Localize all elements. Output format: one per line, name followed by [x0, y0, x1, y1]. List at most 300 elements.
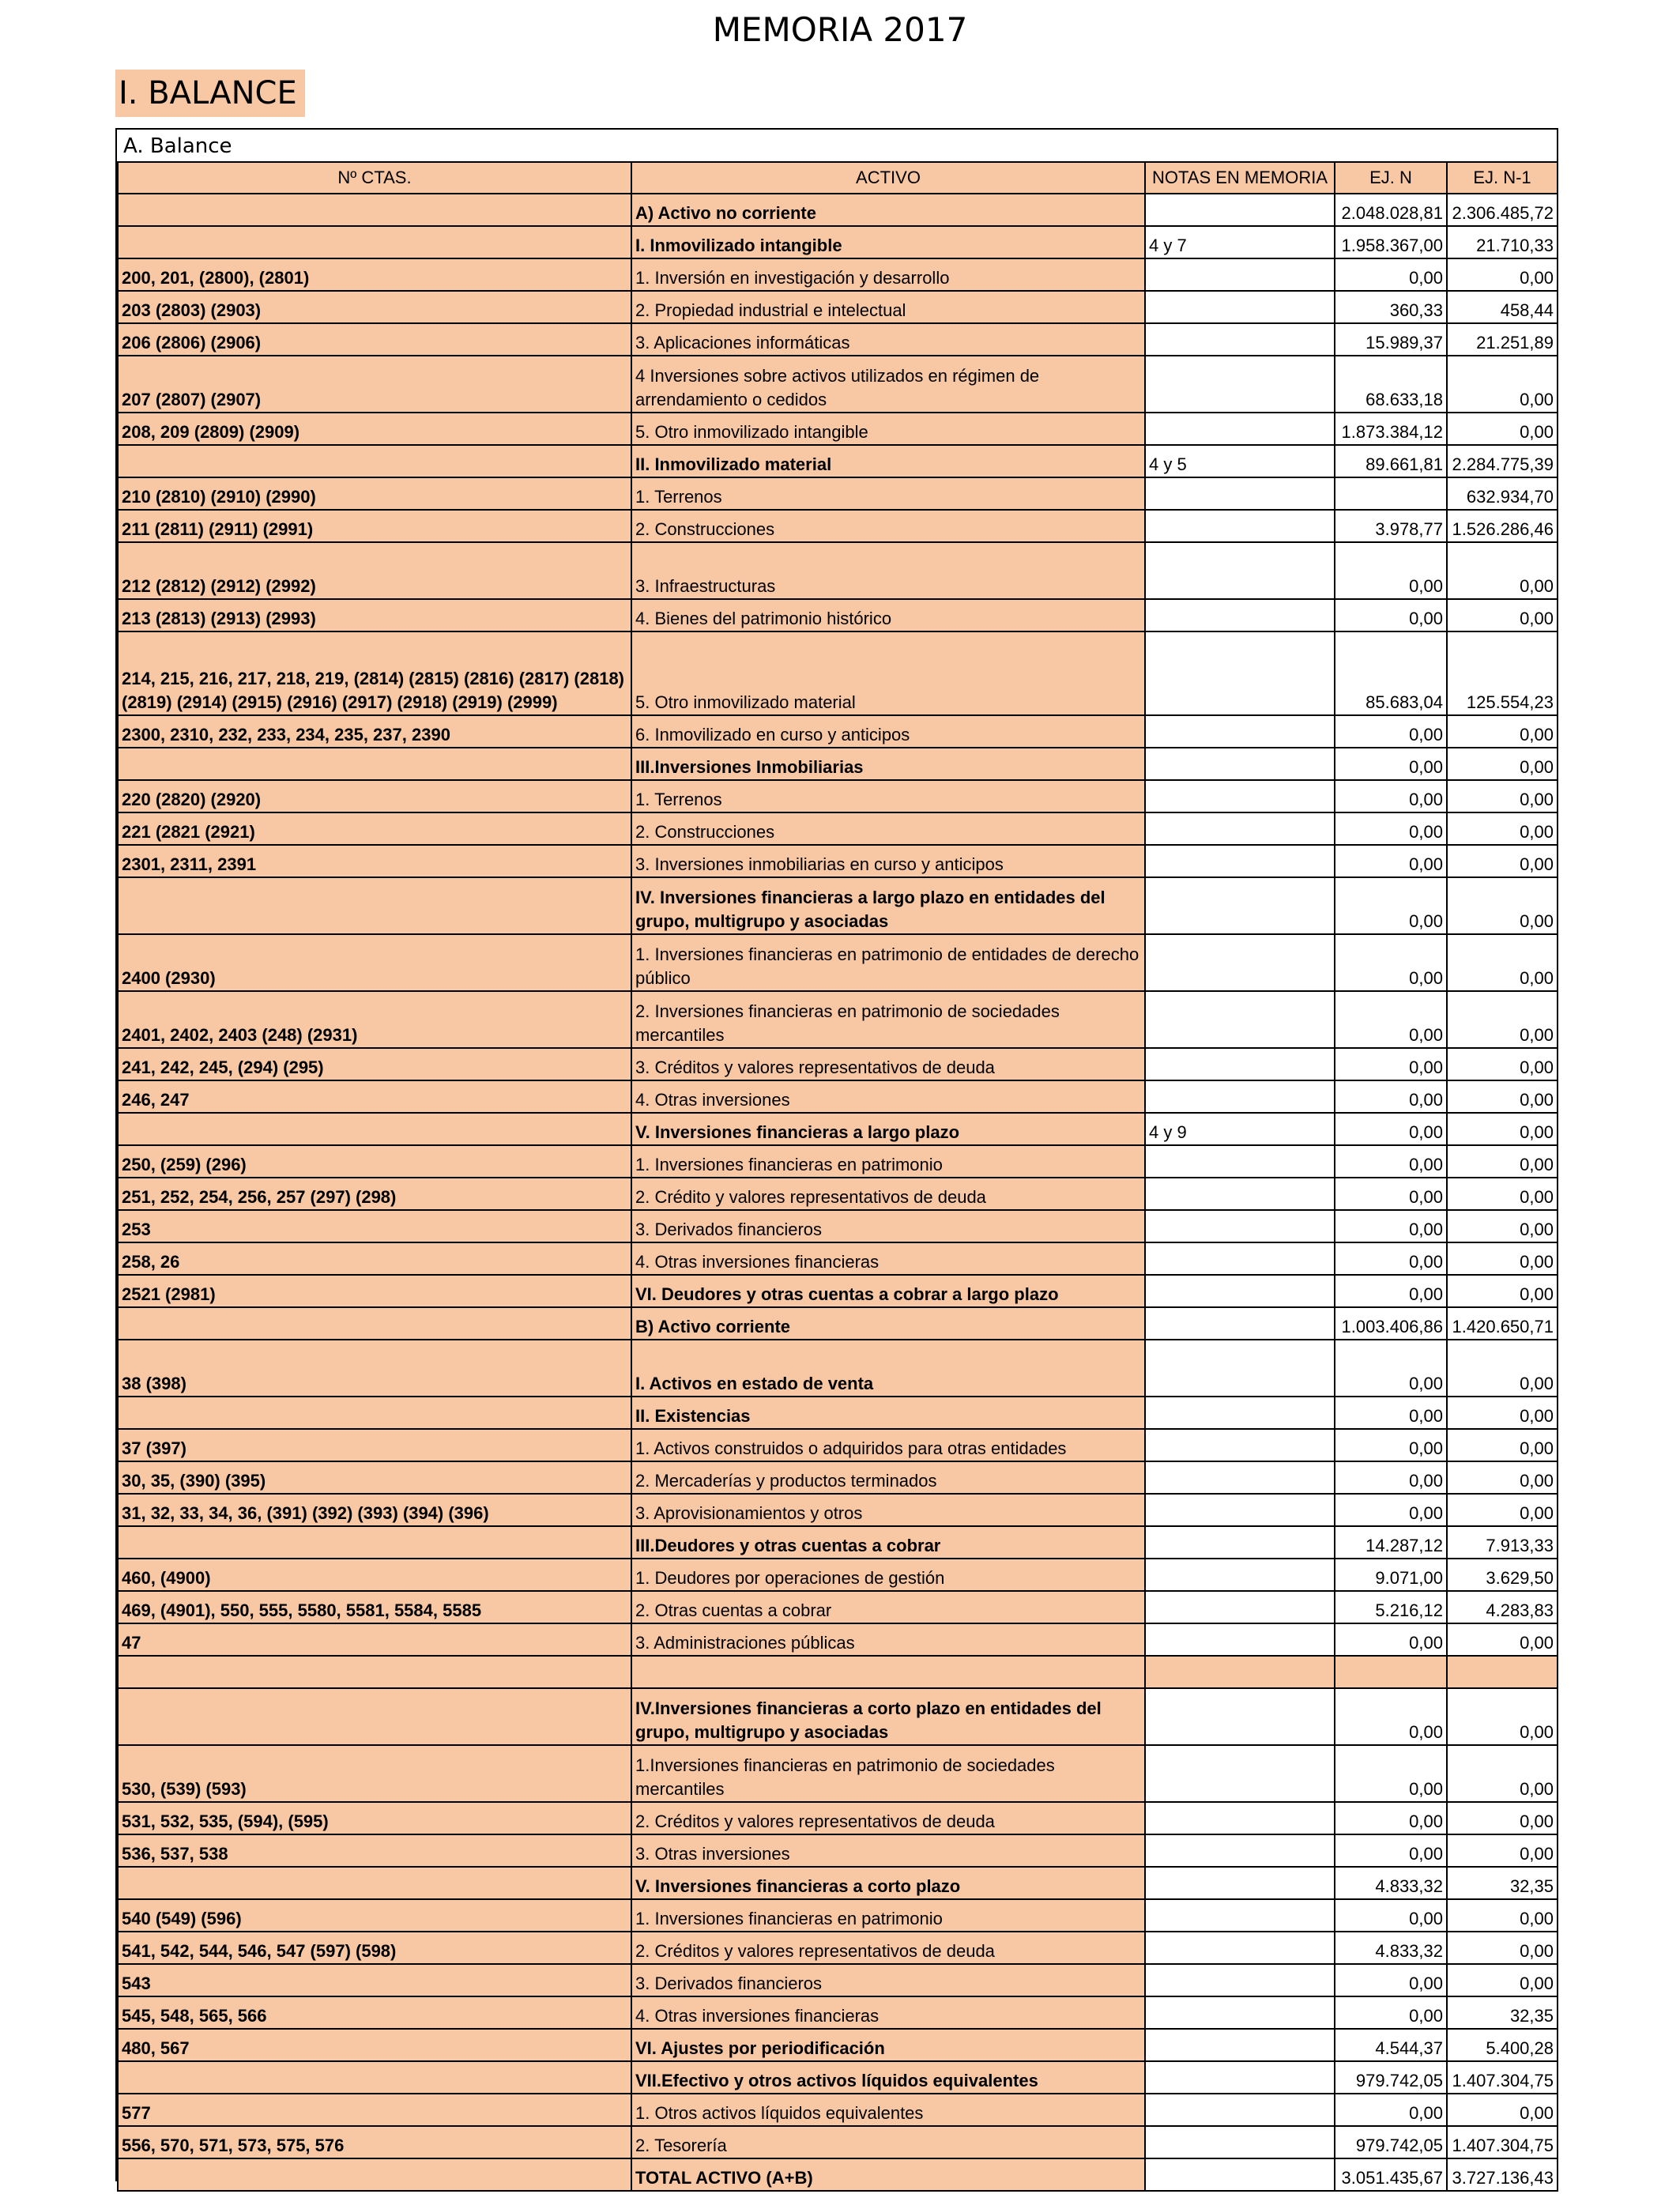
- table-row: [118, 1996, 1558, 2029]
- activo-description-cell: 4. Otras inversiones financieras: [631, 1996, 1145, 2029]
- table-row: [118, 1210, 1558, 1242]
- year-n-1-value: 3.727.136,43: [1447, 2158, 1558, 2191]
- account-codes-cell: 460, (4900): [118, 1559, 631, 1591]
- activo-description-cell: II. Existencias: [631, 1397, 1145, 1429]
- table-row: [118, 1275, 1558, 1307]
- header-year-n-1: EJ. N-1: [1447, 162, 1558, 194]
- year-n-1-value: 7.913,33: [1447, 1526, 1558, 1559]
- year-n-1-value: 0,00: [1447, 1113, 1558, 1145]
- year-n-value: 1.003.406,86: [1335, 1307, 1447, 1340]
- activo-description-cell: B) Activo corriente: [631, 1307, 1145, 1340]
- year-n-value: 0,00: [1335, 1275, 1447, 1307]
- year-n-1-value: 0,00: [1447, 780, 1558, 812]
- table-row: [118, 1834, 1558, 1867]
- section-title: I. BALANCE: [115, 70, 305, 117]
- notes-cell: [1145, 510, 1335, 542]
- table-row: [118, 1802, 1558, 1834]
- notes-cell: [1145, 1178, 1335, 1210]
- notes-cell: [1145, 1397, 1335, 1429]
- year-n-1-value: 0,00: [1447, 1494, 1558, 1526]
- table-row: [118, 991, 1558, 1048]
- account-codes-cell: 211 (2811) (2911) (2991): [118, 510, 631, 542]
- notes-cell: [1145, 991, 1335, 1048]
- activo-description-cell: VII.Efectivo y otros activos líquidos equivalentes: [631, 2061, 1145, 2094]
- year-n-value: 0,00: [1335, 1688, 1447, 1745]
- year-n-1-value: 0,00: [1447, 715, 1558, 748]
- account-codes-cell: 2400 (2930): [118, 934, 631, 991]
- notes-cell: [1145, 1048, 1335, 1080]
- account-codes-cell: [118, 226, 631, 258]
- account-codes-cell: [118, 2158, 631, 2191]
- year-n-value: 0,00: [1335, 1178, 1447, 1210]
- table-row: [118, 715, 1558, 748]
- year-n-value: 5.216,12: [1335, 1591, 1447, 1623]
- document-title: MEMORIA 2017: [712, 10, 968, 49]
- table-row: [118, 877, 1558, 934]
- year-n-1-value: 0,00: [1447, 356, 1558, 413]
- year-n-1-value: [1447, 1656, 1558, 1688]
- year-n-value: 979.742,05: [1335, 2061, 1447, 2094]
- year-n-value: 0,00: [1335, 1340, 1447, 1397]
- table-row: [118, 780, 1558, 812]
- year-n-value: 0,00: [1335, 748, 1447, 780]
- notes-cell: 4 y 7: [1145, 226, 1335, 258]
- notes-cell: [1145, 599, 1335, 631]
- activo-description-cell: 1. Inversiones financieras en patrimonio de entidades de derecho público: [631, 934, 1145, 991]
- account-codes-cell: 37 (397): [118, 1429, 631, 1461]
- account-codes-cell: 2401, 2402, 2403 (248) (2931): [118, 991, 631, 1048]
- account-codes-cell: 2300, 2310, 232, 233, 234, 235, 237, 2390: [118, 715, 631, 748]
- notes-cell: [1145, 2126, 1335, 2158]
- notes-cell: [1145, 1461, 1335, 1494]
- activo-description-cell: 5. Otro inmovilizado intangible: [631, 413, 1145, 445]
- activo-description-cell: VI. Ajustes por periodificación: [631, 2029, 1145, 2061]
- notes-cell: [1145, 1656, 1335, 1688]
- table-row: [118, 323, 1558, 356]
- year-n-value: 0,00: [1335, 780, 1447, 812]
- activo-description-cell: 2. Construcciones: [631, 812, 1145, 845]
- year-n-1-value: 0,00: [1447, 1964, 1558, 1996]
- notes-cell: [1145, 258, 1335, 291]
- activo-description-cell: 2. Crédito y valores representativos de deuda: [631, 1178, 1145, 1210]
- notes-cell: 4 y 9: [1145, 1113, 1335, 1145]
- year-n-value: 0,00: [1335, 1242, 1447, 1275]
- year-n-value: 0,00: [1335, 1834, 1447, 1867]
- table-row: [118, 934, 1558, 991]
- year-n-value: 360,33: [1335, 291, 1447, 323]
- notes-cell: [1145, 1494, 1335, 1526]
- account-codes-cell: [118, 1113, 631, 1145]
- year-n-value: 0,00: [1335, 1429, 1447, 1461]
- notes-cell: [1145, 1275, 1335, 1307]
- balance-table: [117, 161, 1558, 2192]
- table-row: [118, 1113, 1558, 1145]
- notes-cell: [1145, 1559, 1335, 1591]
- header-row: [118, 162, 1558, 194]
- account-codes-cell: 556, 570, 571, 573, 575, 576: [118, 2126, 631, 2158]
- activo-description-cell: V. Inversiones financieras a corto plazo: [631, 1867, 1145, 1899]
- account-codes-cell: 577: [118, 2094, 631, 2126]
- account-codes-cell: 206 (2806) (2906): [118, 323, 631, 356]
- table-row: [118, 1867, 1558, 1899]
- notes-cell: [1145, 1080, 1335, 1113]
- activo-description-cell: IV.Inversiones financieras a corto plazo en entidades del grupo, multigrupo y asociadas: [631, 1688, 1145, 1745]
- table-row: [118, 445, 1558, 477]
- notes-cell: [1145, 1242, 1335, 1275]
- activo-description-cell: 3. Derivados financieros: [631, 1964, 1145, 1996]
- activo-description-cell: TOTAL ACTIVO (A+B): [631, 2158, 1145, 2191]
- notes-cell: [1145, 323, 1335, 356]
- account-codes-cell: 250, (259) (296): [118, 1145, 631, 1178]
- year-n-value: 15.989,37: [1335, 323, 1447, 356]
- account-codes-cell: [118, 194, 631, 226]
- year-n-value: 4.833,32: [1335, 1932, 1447, 1964]
- notes-cell: [1145, 812, 1335, 845]
- notes-cell: [1145, 1145, 1335, 1178]
- year-n-1-value: 0,00: [1447, 2094, 1558, 2126]
- account-codes-cell: 200, 201, (2800), (2801): [118, 258, 631, 291]
- activo-description-cell: [631, 1656, 1145, 1688]
- notes-cell: [1145, 1996, 1335, 2029]
- year-n-value: 14.287,12: [1335, 1526, 1447, 1559]
- table-row: [118, 1688, 1558, 1745]
- account-codes-cell: 241, 242, 245, (294) (295): [118, 1048, 631, 1080]
- table-row: [118, 291, 1558, 323]
- year-n-value: 4.833,32: [1335, 1867, 1447, 1899]
- year-n-value: 3.978,77: [1335, 510, 1447, 542]
- year-n-1-value: 0,00: [1447, 1178, 1558, 1210]
- account-codes-cell: 203 (2803) (2903): [118, 291, 631, 323]
- year-n-value: 0,00: [1335, 1964, 1447, 1996]
- notes-cell: [1145, 1932, 1335, 1964]
- balance-box: [115, 128, 1558, 2188]
- table-row: [118, 542, 1558, 599]
- notes-cell: [1145, 780, 1335, 812]
- activo-description-cell: A) Activo no corriente: [631, 194, 1145, 226]
- activo-description-cell: 2. Propiedad industrial e intelectual: [631, 291, 1145, 323]
- account-codes-cell: 38 (398): [118, 1340, 631, 1397]
- notes-cell: [1145, 1964, 1335, 1996]
- year-n-value: 0,00: [1335, 1802, 1447, 1834]
- notes-cell: [1145, 413, 1335, 445]
- year-n-1-value: 0,00: [1447, 1461, 1558, 1494]
- account-codes-cell: 30, 35, (390) (395): [118, 1461, 631, 1494]
- activo-description-cell: I. Inmovilizado intangible: [631, 226, 1145, 258]
- table-row: [118, 1494, 1558, 1526]
- notes-cell: [1145, 2061, 1335, 2094]
- year-n-value: 0,00: [1335, 599, 1447, 631]
- table-row: [118, 1623, 1558, 1656]
- year-n-value: 1.873.384,12: [1335, 413, 1447, 445]
- year-n-1-value: 4.283,83: [1447, 1591, 1558, 1623]
- year-n-1-value: 0,00: [1447, 413, 1558, 445]
- year-n-value: 0,00: [1335, 542, 1447, 599]
- year-n-value: 0,00: [1335, 845, 1447, 877]
- year-n-value: 0,00: [1335, 1745, 1447, 1802]
- balance-caption: A. Balance: [123, 134, 232, 158]
- table-row: [118, 1559, 1558, 1591]
- year-n-1-value: 0,00: [1447, 1080, 1558, 1113]
- year-n-1-value: 32,35: [1447, 1867, 1558, 1899]
- account-codes-cell: 47: [118, 1623, 631, 1656]
- activo-description-cell: 2. Construcciones: [631, 510, 1145, 542]
- activo-description-cell: 3. Infraestructuras: [631, 542, 1145, 599]
- table-row: [118, 1591, 1558, 1623]
- year-n-1-value: 1.420.650,71: [1447, 1307, 1558, 1340]
- activo-description-cell: 6. Inmovilizado en curso y anticipos: [631, 715, 1145, 748]
- year-n-1-value: 21.251,89: [1447, 323, 1558, 356]
- account-codes-cell: 530, (539) (593): [118, 1745, 631, 1802]
- table-row: [118, 2126, 1558, 2158]
- activo-description-cell: 1.Inversiones financieras en patrimonio de sociedades mercantiles: [631, 1745, 1145, 1802]
- table-row: [118, 2158, 1558, 2191]
- table-row: [118, 1656, 1558, 1688]
- activo-description-cell: 2. Créditos y valores representativos de deuda: [631, 1932, 1145, 1964]
- year-n-value: 0,00: [1335, 1113, 1447, 1145]
- notes-cell: [1145, 1591, 1335, 1623]
- notes-cell: [1145, 1307, 1335, 1340]
- activo-description-cell: 3. Derivados financieros: [631, 1210, 1145, 1242]
- table-row: [118, 1340, 1558, 1397]
- year-n-1-value: 0,00: [1447, 1899, 1558, 1932]
- account-codes-cell: [118, 877, 631, 934]
- activo-description-cell: 2. Tesorería: [631, 2126, 1145, 2158]
- activo-description-cell: V. Inversiones financieras a largo plazo: [631, 1113, 1145, 1145]
- notes-cell: [1145, 1899, 1335, 1932]
- year-n-1-value: 1.407.304,75: [1447, 2126, 1558, 2158]
- account-codes-cell: [118, 1307, 631, 1340]
- year-n-1-value: 1.526.286,46: [1447, 510, 1558, 542]
- activo-description-cell: 3. Inversiones inmobiliarias en curso y anticipos: [631, 845, 1145, 877]
- notes-cell: [1145, 715, 1335, 748]
- activo-description-cell: 2. Otras cuentas a cobrar: [631, 1591, 1145, 1623]
- account-codes-cell: 251, 252, 254, 256, 257 (297) (298): [118, 1178, 631, 1210]
- account-codes-cell: 258, 26: [118, 1242, 631, 1275]
- year-n-value: 2.048.028,81: [1335, 194, 1447, 226]
- activo-description-cell: 5. Otro inmovilizado material: [631, 631, 1145, 715]
- account-codes-cell: 541, 542, 544, 546, 547 (597) (598): [118, 1932, 631, 1964]
- year-n-value: 0,00: [1335, 934, 1447, 991]
- activo-description-cell: 3. Créditos y valores representativos de deuda: [631, 1048, 1145, 1080]
- account-codes-cell: 214, 215, 216, 217, 218, 219, (2814) (2815) (2816) (2817) (2818) (2819) (2914) (2915) (2916) (2917) (2918) (2919) (2999): [118, 631, 631, 715]
- year-n-value: 4.544,37: [1335, 2029, 1447, 2061]
- year-n-1-value: 32,35: [1447, 1996, 1558, 2029]
- activo-description-cell: 1. Inversiones financieras en patrimonio: [631, 1899, 1145, 1932]
- notes-cell: [1145, 194, 1335, 226]
- year-n-1-value: 0,00: [1447, 934, 1558, 991]
- year-n-1-value: 0,00: [1447, 1745, 1558, 1802]
- account-codes-cell: 2521 (2981): [118, 1275, 631, 1307]
- year-n-1-value: 0,00: [1447, 599, 1558, 631]
- account-codes-cell: 212 (2812) (2912) (2992): [118, 542, 631, 599]
- account-codes-cell: 213 (2813) (2913) (2993): [118, 599, 631, 631]
- year-n-value: 0,00: [1335, 1899, 1447, 1932]
- year-n-value: 0,00: [1335, 1210, 1447, 1242]
- notes-cell: [1145, 845, 1335, 877]
- account-codes-cell: 543: [118, 1964, 631, 1996]
- year-n-1-value: 0,00: [1447, 1210, 1558, 1242]
- table-row: [118, 258, 1558, 291]
- notes-cell: [1145, 1210, 1335, 1242]
- year-n-value: 3.051.435,67: [1335, 2158, 1447, 2191]
- year-n-value: 0,00: [1335, 812, 1447, 845]
- notes-cell: [1145, 1526, 1335, 1559]
- year-n-1-value: 2.306.485,72: [1447, 194, 1558, 226]
- activo-description-cell: 4. Otras inversiones financieras: [631, 1242, 1145, 1275]
- notes-cell: [1145, 477, 1335, 510]
- table-row: [118, 1932, 1558, 1964]
- activo-description-cell: 4. Bienes del patrimonio histórico: [631, 599, 1145, 631]
- account-codes-cell: [118, 1656, 631, 1688]
- table-row: [118, 2094, 1558, 2126]
- notes-cell: [1145, 1429, 1335, 1461]
- year-n-value: 0,00: [1335, 877, 1447, 934]
- year-n-1-value: 0,00: [1447, 1688, 1558, 1745]
- notes-cell: [1145, 1802, 1335, 1834]
- activo-description-cell: II. Inmovilizado material: [631, 445, 1145, 477]
- table-row: [118, 226, 1558, 258]
- header-activo: ACTIVO: [631, 162, 1145, 194]
- notes-cell: [1145, 356, 1335, 413]
- table-row: [118, 1307, 1558, 1340]
- table-row: [118, 1526, 1558, 1559]
- year-n-1-value: 0,00: [1447, 1429, 1558, 1461]
- account-codes-cell: 536, 537, 538: [118, 1834, 631, 1867]
- year-n-1-value: 0,00: [1447, 877, 1558, 934]
- header-notes: NOTAS EN MEMORIA: [1145, 162, 1335, 194]
- notes-cell: [1145, 2094, 1335, 2126]
- year-n-1-value: 632.934,70: [1447, 477, 1558, 510]
- account-codes-cell: 253: [118, 1210, 631, 1242]
- year-n-1-value: 0,00: [1447, 748, 1558, 780]
- account-codes-cell: 545, 548, 565, 566: [118, 1996, 631, 2029]
- table-row: [118, 845, 1558, 877]
- account-codes-cell: [118, 748, 631, 780]
- notes-cell: [1145, 1867, 1335, 1899]
- year-n-value: 1.958.367,00: [1335, 226, 1447, 258]
- year-n-value: 85.683,04: [1335, 631, 1447, 715]
- year-n-1-value: 0,00: [1447, 1397, 1558, 1429]
- activo-description-cell: 1. Activos construidos o adquiridos para otras entidades: [631, 1429, 1145, 1461]
- notes-cell: [1145, 877, 1335, 934]
- account-codes-cell: 469, (4901), 550, 555, 5580, 5581, 5584, 5585: [118, 1591, 631, 1623]
- table-row: [118, 599, 1558, 631]
- year-n-1-value: 5.400,28: [1447, 2029, 1558, 2061]
- account-codes-cell: [118, 445, 631, 477]
- activo-description-cell: 2. Mercaderías y productos terminados: [631, 1461, 1145, 1494]
- table-row: [118, 1964, 1558, 1996]
- year-n-1-value: 0,00: [1447, 1242, 1558, 1275]
- table-row: [118, 413, 1558, 445]
- table-row: [118, 1242, 1558, 1275]
- year-n-1-value: 21.710,33: [1447, 226, 1558, 258]
- activo-description-cell: I. Activos en estado de venta: [631, 1340, 1145, 1397]
- notes-cell: [1145, 542, 1335, 599]
- activo-description-cell: 3. Otras inversiones: [631, 1834, 1145, 1867]
- activo-description-cell: 1. Terrenos: [631, 780, 1145, 812]
- table-row: [118, 1397, 1558, 1429]
- year-n-value: 0,00: [1335, 1397, 1447, 1429]
- activo-description-cell: 1. Deudores por operaciones de gestión: [631, 1559, 1145, 1591]
- notes-cell: 4 y 5: [1145, 445, 1335, 477]
- year-n-value: 0,00: [1335, 991, 1447, 1048]
- account-codes-cell: 208, 209 (2809) (2909): [118, 413, 631, 445]
- activo-description-cell: 3. Administraciones públicas: [631, 1623, 1145, 1656]
- year-n-value: [1335, 477, 1447, 510]
- activo-description-cell: 1. Inversión en investigación y desarrollo: [631, 258, 1145, 291]
- year-n-value: 979.742,05: [1335, 2126, 1447, 2158]
- table-row: [118, 477, 1558, 510]
- notes-cell: [1145, 2158, 1335, 2191]
- table-row: [118, 1461, 1558, 1494]
- activo-description-cell: 3. Aplicaciones informáticas: [631, 323, 1145, 356]
- year-n-1-value: 0,00: [1447, 1275, 1558, 1307]
- table-row: [118, 1745, 1558, 1802]
- account-codes-cell: [118, 1526, 631, 1559]
- table-row: [118, 1080, 1558, 1113]
- year-n-value: 0,00: [1335, 1145, 1447, 1178]
- activo-description-cell: III.Deudores y otras cuentas a cobrar: [631, 1526, 1145, 1559]
- table-row: [118, 2061, 1558, 2094]
- notes-cell: [1145, 1745, 1335, 1802]
- year-n-1-value: 0,00: [1447, 258, 1558, 291]
- account-codes-cell: 221 (2821 (2921): [118, 812, 631, 845]
- activo-description-cell: 1. Otros activos líquidos equivalentes: [631, 2094, 1145, 2126]
- year-n-value: 0,00: [1335, 1080, 1447, 1113]
- year-n-1-value: 125.554,23: [1447, 631, 1558, 715]
- activo-description-cell: 2. Créditos y valores representativos de deuda: [631, 1802, 1145, 1834]
- year-n-1-value: 0,00: [1447, 845, 1558, 877]
- notes-cell: [1145, 2029, 1335, 2061]
- table-row: [118, 631, 1558, 715]
- year-n-1-value: 2.284.775,39: [1447, 445, 1558, 477]
- account-codes-cell: 210 (2810) (2910) (2990): [118, 477, 631, 510]
- table-row: [118, 2029, 1558, 2061]
- activo-description-cell: IV. Inversiones financieras a largo plazo en entidades del grupo, multigrupo y asociadas: [631, 877, 1145, 934]
- notes-cell: [1145, 748, 1335, 780]
- table-row: [118, 1899, 1558, 1932]
- activo-description-cell: 1. Inversiones financieras en patrimonio: [631, 1145, 1145, 1178]
- activo-description-cell: III.Inversiones Inmobiliarias: [631, 748, 1145, 780]
- table-row: [118, 1048, 1558, 1080]
- table-row: [118, 1429, 1558, 1461]
- year-n-1-value: 0,00: [1447, 1340, 1558, 1397]
- year-n-1-value: 0,00: [1447, 812, 1558, 845]
- activo-description-cell: 2. Inversiones financieras en patrimonio de sociedades mercantiles: [631, 991, 1145, 1048]
- year-n-1-value: 1.407.304,75: [1447, 2061, 1558, 2094]
- year-n-value: 0,00: [1335, 2094, 1447, 2126]
- year-n-1-value: 458,44: [1447, 291, 1558, 323]
- notes-cell: [1145, 1340, 1335, 1397]
- year-n-1-value: 0,00: [1447, 1802, 1558, 1834]
- table-row: [118, 748, 1558, 780]
- account-codes-cell: 540 (549) (596): [118, 1899, 631, 1932]
- notes-cell: [1145, 1623, 1335, 1656]
- table-row: [118, 510, 1558, 542]
- year-n-1-value: 0,00: [1447, 991, 1558, 1048]
- table-row: [118, 1178, 1558, 1210]
- account-codes-cell: 531, 532, 535, (594), (595): [118, 1802, 631, 1834]
- table-row: [118, 356, 1558, 413]
- year-n-value: 0,00: [1335, 258, 1447, 291]
- account-codes-cell: [118, 2061, 631, 2094]
- header-accounts: Nº CTAS.: [118, 162, 631, 194]
- year-n-value: 0,00: [1335, 715, 1447, 748]
- account-codes-cell: [118, 1867, 631, 1899]
- year-n-value: 89.661,81: [1335, 445, 1447, 477]
- account-codes-cell: 31, 32, 33, 34, 36, (391) (392) (393) (394) (396): [118, 1494, 631, 1526]
- notes-cell: [1145, 1834, 1335, 1867]
